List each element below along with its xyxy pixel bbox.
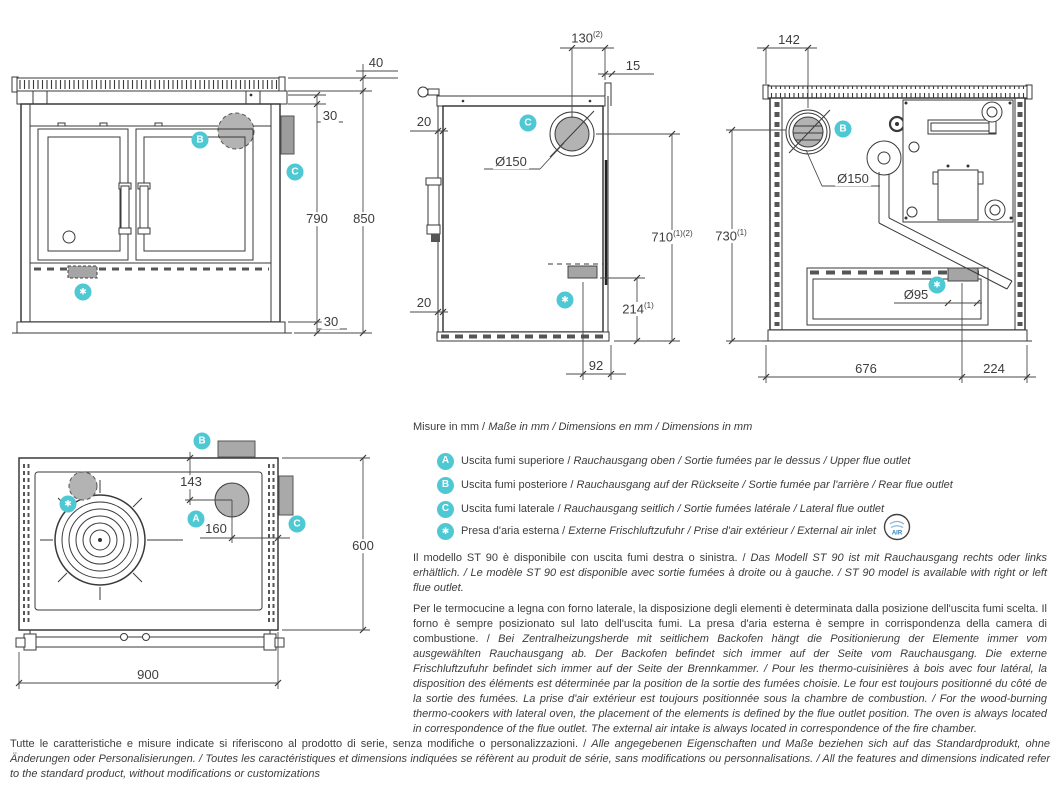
legend-item-text [461, 503, 884, 515]
dim-side-air-inlet-setback: 92 [588, 358, 604, 374]
dim-rear-air-inlet-edge: 224 [983, 361, 1005, 377]
dim-note: (1) [736, 228, 747, 238]
dim-front-body-height: 790 [306, 211, 328, 227]
units-note-translations: Maße in mm / Dimensions en mm / Dimensions in mm [488, 421, 753, 433]
dim-front-total-height: 850 [353, 211, 375, 227]
dim-front-top-offset: 40 [368, 55, 384, 71]
paragraph-main: Per le termocucine a legna con forno laterale, la disposizione degli elementi è determinata dalla posizione dell'uscita fumi scelta. Il forno è sempre posizionato sul lato dell'uscita fumi. La presa d'aria esterna è sempre in corrispondenza della camera di combustione. / [413, 603, 1047, 645]
dim-note: (1)(2) [673, 229, 693, 239]
dim-value: 130 [571, 30, 593, 46]
legend-item-upper-flue [437, 452, 910, 470]
dim-side-flue-height [649, 230, 694, 244]
marker-c-legend: C [437, 501, 454, 518]
dim-rear-air-inlet-x: 676 [855, 361, 877, 377]
external-air-inlet-shape [568, 266, 597, 278]
dim-top-width: 900 [137, 667, 159, 683]
dim-top-depth: 600 [352, 538, 374, 554]
front-view-drawing [12, 77, 294, 333]
marker-c-top: C [289, 516, 306, 533]
dim-value: 710 [651, 229, 674, 245]
marker-c-front: C [287, 164, 304, 181]
legend-text-translations: Rauchausgang auf der Rückseite / Sortie fumée par l'arrière / Rear flue outlet [576, 479, 953, 491]
footer-disclaimer [10, 737, 1050, 782]
marker-b-rear: B [835, 121, 852, 138]
air-icon-text: AIR [891, 530, 903, 537]
legend-text-main: Presa d'aria esterna / [461, 525, 569, 537]
dim-front-plinth: 30 [323, 314, 339, 330]
legend-text-main: Uscita fumi posteriore / [461, 479, 577, 491]
top-view-drawing [16, 441, 293, 650]
dim-rear-flue-offset: 142 [778, 32, 800, 48]
dim-note: (1) [643, 301, 654, 311]
dim-top-flue-x: 160 [205, 521, 227, 537]
rear-flue-outlet-shape [218, 113, 254, 149]
dim-side-wall-bottom: 20 [416, 295, 432, 311]
external-air-inlet-shape [69, 472, 97, 500]
dim-side-air-inlet-height [620, 302, 655, 316]
external-air-inlet-shape [948, 268, 978, 281]
marker-star-front: ✱ [75, 284, 92, 301]
dim-rear-flue-height [713, 229, 748, 243]
legend-item-external-air [437, 522, 876, 540]
dim-top-flue-y: 143 [180, 474, 202, 490]
front-view-dimensions [288, 64, 398, 336]
external-air-inlet-shape [68, 266, 97, 278]
marker-star-side: ✱ [557, 292, 574, 309]
units-note [413, 421, 752, 433]
legend-item-rear-flue [437, 476, 953, 494]
legend-item-text [461, 455, 910, 467]
legend-item-text [461, 525, 876, 537]
paragraph-element-placement [413, 602, 1047, 737]
marker-star-legend: ✱ [437, 523, 454, 540]
legend-text-main: Uscita fumi laterale / [461, 503, 564, 515]
dim-front-worktop: 30 [322, 108, 338, 124]
marker-star-rear: ✱ [929, 277, 946, 294]
footer-main: Tutte le caratteristiche e misure indicate si riferiscono al prodotto di serie, senza modifiche o personalizzazioni. / [10, 738, 592, 750]
marker-a-legend: A [437, 453, 454, 470]
marker-c-side: C [520, 115, 537, 132]
dim-side-flue-setback [569, 31, 604, 45]
paragraph-main: Il modello ST 90 è disponibile con uscita fumi destra o sinistra. / [413, 552, 751, 564]
marker-b-legend: B [437, 477, 454, 494]
marker-b-top: B [194, 433, 211, 450]
paragraph-flue-outlet-options [413, 551, 1047, 596]
paragraph-translations: Das Modell ST 90 ist mit Rauchausgang rechts oder links erhältlich. / Le modèle ST 90 est disponible avec sortie fumées à droite ou à gauche. / ST 90 model is available with right or left flue outlet. [413, 552, 1047, 594]
dim-note: (2) [592, 30, 603, 40]
paragraph-translations: Bei Zentralheizungsherde mit seitlichem Backofen hängt die Positionierung der Elemente immer vom ausgewählten Rauchausgang ab. Der Backofen befindet sich immer auf der Seite vom Rauchausgang. Die externe Frischluftzufuhr befindet sich immer auf der Seite der Brennkammer. / Pour les thermo-cuisinières à bois avec four latéral, la disposition des éléments est déterminée par la position de la sortie des fumées choisie. Le four est toujours positionné du côté de la sortie des fumées. La prise d'air extérieur est toujours positionnée sous la chambre de combustion. / For the wood-burning thermo-cookers with lateral oven, the placement of the elements is defined by the flue outlet position. The oven is always located in correspondence of the flue outlet. The external air intake is always located in correspondence of the fire chamber. [413, 633, 1047, 735]
legend-item-text [461, 479, 953, 491]
legend-item-lateral-flue [437, 500, 884, 518]
dim-side-flue-diameter: Ø150 [495, 154, 527, 170]
lateral-flue-outlet-shape [279, 476, 293, 515]
units-note-main: Misure in mm / [413, 421, 489, 433]
dim-value: 730 [715, 228, 737, 244]
lateral-flue-outlet-shape [281, 116, 294, 154]
marker-star-top: ✱ [60, 496, 77, 513]
dim-side-wall-top: 20 [416, 114, 432, 130]
legend-text-translations: Externe Frischluftzufuhr / Prise d'air extérieur / External air inlet [568, 525, 877, 537]
legend-text-translations: Rauchausgang oben / Sortie fumées par le dessus / Upper flue outlet [573, 455, 911, 467]
footer-translations: Alle angegebenen Eigenschaften und Maße beziehen sich auf das Standardprodukt, ohne Änderungen oder Personalisierungen. / Toutes les caractéristiques et dimensions indiquées se réfèrent au produit de série, sans modifications ou personnalisations. / All the features and dimensions indicated refer to the standard product, without modifications or customizations [10, 738, 1050, 780]
rear-flue-outlet-shape [218, 441, 255, 457]
good-air-badge-icon [883, 513, 911, 541]
dim-rear-air-inlet-diameter: Ø95 [903, 287, 929, 303]
legend-text-main: Uscita fumi superiore / [461, 455, 574, 467]
legend-text-translations: Rauchausgang seitlich / Sortie fumées latérale / Lateral flue outlet [563, 503, 885, 515]
side-view-drawing [418, 83, 611, 341]
marker-b-front: B [192, 132, 209, 149]
marker-a-top: A [188, 511, 205, 528]
dim-side-lip: 15 [625, 58, 641, 74]
dim-rear-flue-diameter: Ø150 [837, 171, 869, 187]
dim-value: 214 [622, 301, 644, 317]
